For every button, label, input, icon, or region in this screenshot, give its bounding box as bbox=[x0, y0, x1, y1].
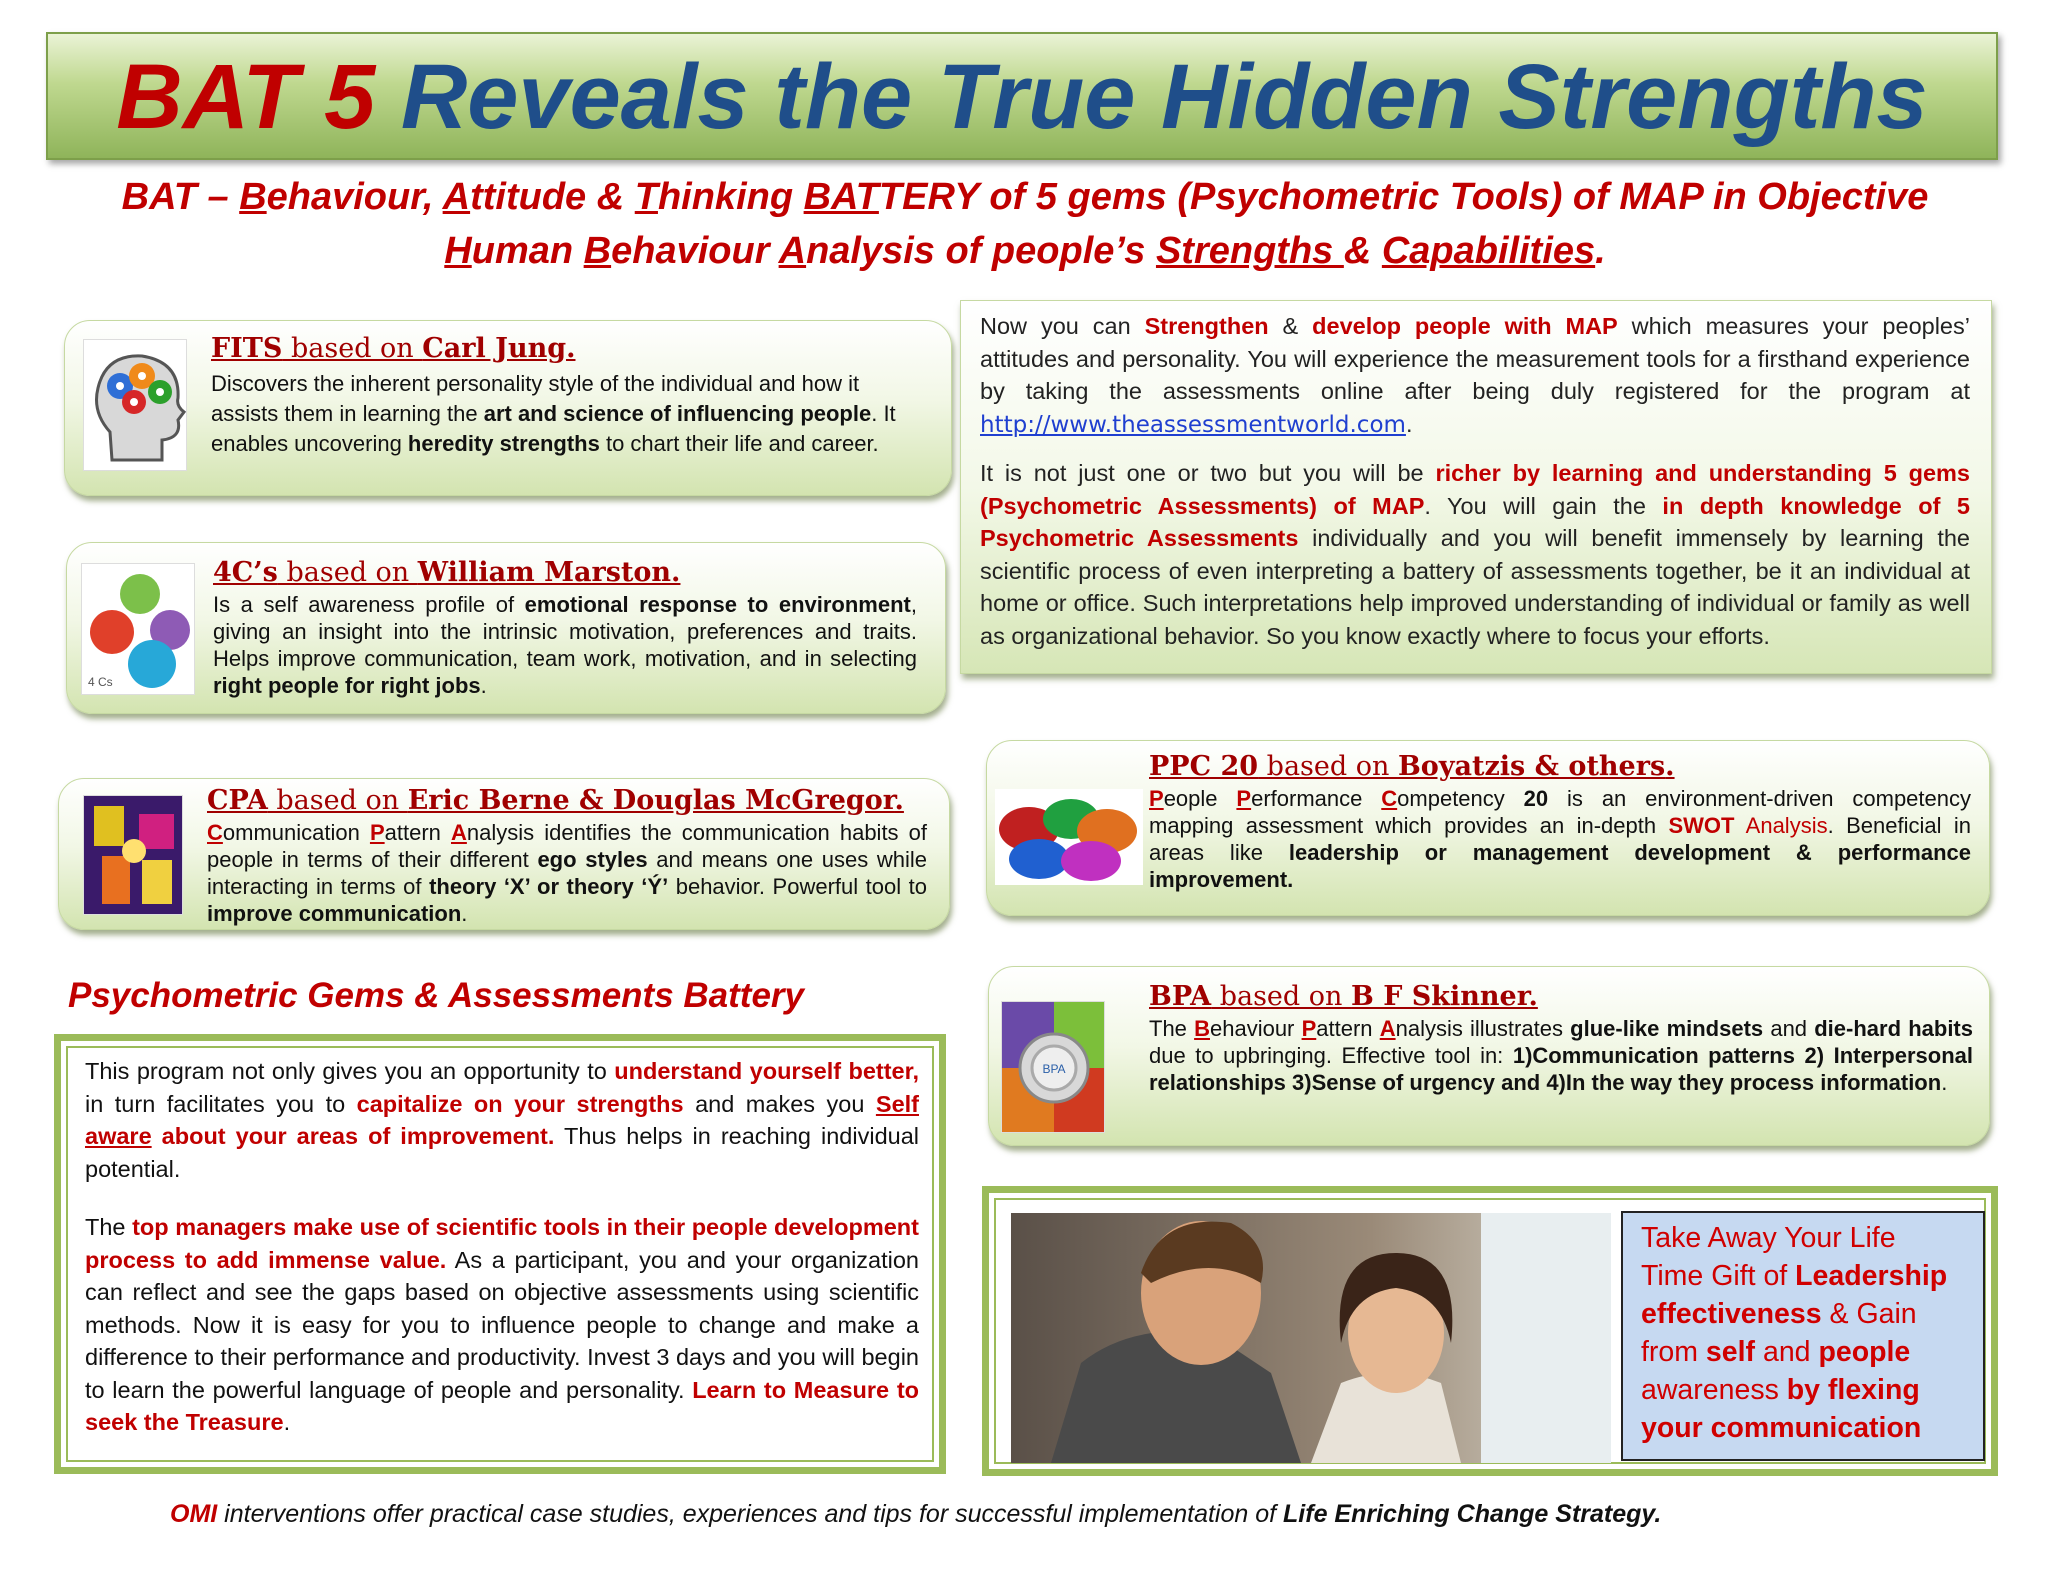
subtitle-text: ehaviour, bbox=[266, 176, 443, 218]
bpa-card bbox=[988, 966, 1990, 1146]
bpa-thumb-label: BPA bbox=[1042, 1062, 1066, 1076]
ppc-dot: . bbox=[1665, 751, 1675, 782]
intro-text-run: which measures your peoples’ attitudes and personality. You will experience the measurement tools for a firsthand experience by taking the assessments online after being duly registered for the program at bbox=[980, 313, 1970, 404]
bpa-bold: 1)Communication patterns 2) Interpersonal relationships 3)Sense of urgency and 4)In the way they process information bbox=[1149, 1043, 1973, 1095]
subtitle bbox=[60, 170, 1990, 278]
four-cs-name: 4C’s bbox=[213, 557, 278, 588]
bpa-text: The bbox=[1149, 1016, 1195, 1041]
battery-text-run: in turn facilitates you to bbox=[85, 1090, 357, 1117]
subtitle-text: ehaviour bbox=[611, 230, 779, 272]
cpa-title bbox=[207, 785, 904, 817]
cpa-text: behavior. Powerful tool to bbox=[668, 874, 927, 899]
cpa-based-on: based on bbox=[267, 785, 408, 816]
intro-text-run: & bbox=[1268, 313, 1313, 339]
fits-name: FITS bbox=[211, 333, 283, 364]
battery-red-run: Learn to Measure to seek the Treasure bbox=[85, 1376, 920, 1435]
subtitle-text: ttitude & bbox=[470, 176, 635, 218]
bpa-bold: die-hard habits bbox=[1814, 1016, 1973, 1041]
four-cs-author: William Marston. bbox=[417, 557, 681, 588]
intro-red-run: in depth knowledge of 5 Psychometric Assessments bbox=[980, 492, 1970, 551]
subtitle-letter: B bbox=[239, 176, 267, 218]
ppc-analysis: Analysis bbox=[1734, 813, 1828, 838]
four-cs-text: Is a self awareness profile of bbox=[213, 592, 525, 617]
fits-text: Discovers the inherent personality style of the individual and how it assists them in learning the bbox=[211, 371, 860, 426]
ppc-title bbox=[1149, 751, 1675, 783]
battery-text-run: and makes you bbox=[683, 1090, 876, 1117]
fits-author: Carl Jung. bbox=[422, 333, 576, 364]
subtitle-letter: T bbox=[634, 176, 658, 218]
battery-paragraph-2 bbox=[85, 1211, 919, 1439]
photo-box bbox=[982, 1186, 1998, 1476]
ppc-description bbox=[1149, 785, 1971, 893]
subtitle-text: BAT – bbox=[121, 176, 240, 218]
subtitle-text: . bbox=[1595, 230, 1606, 272]
intro-red-run: richer by learning and understanding 5 gems (Psychometric Assessments) of MAP bbox=[980, 460, 1970, 519]
intro-red-run: develop people with MAP bbox=[1312, 313, 1618, 339]
callout-text: & Gain from bbox=[1641, 1298, 1917, 1368]
ppc-text: ompetency bbox=[1397, 786, 1524, 811]
bpa-bold: glue-like mindsets bbox=[1570, 1016, 1764, 1041]
callout-text: Take Away Your Life Time Gift of bbox=[1641, 1222, 1896, 1292]
ppc-letter: P bbox=[1149, 786, 1164, 811]
title-banner bbox=[46, 32, 1998, 160]
cpa-letter: P bbox=[369, 820, 385, 845]
fits-card bbox=[64, 320, 952, 496]
four-cs-card bbox=[66, 542, 946, 714]
title-bat5: BAT 5 bbox=[116, 46, 376, 148]
footer-bold: Life Enriching Change Strategy. bbox=[1283, 1500, 1662, 1528]
cpa-card bbox=[58, 778, 950, 930]
intro-paragraph-2 bbox=[980, 457, 1970, 652]
subtitle-letter: BAT bbox=[803, 176, 879, 218]
four-cs-text: . bbox=[480, 673, 487, 698]
ppc-text: is an environment-driven competency mapping assessment which provides an in-depth bbox=[1149, 786, 1971, 838]
subtitle-text: nalysis of people’s bbox=[806, 230, 1156, 272]
assessment-world-link[interactable]: http://www.theassessmentworld.com bbox=[980, 411, 1406, 438]
battery-text-run: . bbox=[283, 1409, 291, 1435]
cpa-text: . bbox=[461, 901, 468, 926]
bpa-target-image bbox=[1001, 1001, 1105, 1133]
fits-text: to chart their life and career. bbox=[599, 431, 879, 456]
intro-text-run: It is not just one or two but you will be bbox=[980, 460, 1436, 486]
battery-red-run: about your areas of improvement. bbox=[151, 1123, 555, 1149]
ppc-text: . Beneficial in areas like bbox=[1149, 813, 1971, 865]
battery-box bbox=[54, 1034, 946, 1474]
bpa-text: nalysis illustrates bbox=[1395, 1016, 1571, 1041]
ppc-swot: SWOT bbox=[1668, 813, 1735, 838]
cpa-letter: C bbox=[207, 820, 223, 845]
fits-bold: heredity strengths bbox=[407, 431, 600, 456]
four-cs-thumb-label: 4 Cs bbox=[88, 675, 113, 689]
battery-text bbox=[85, 1055, 919, 1439]
bpa-name: BPA bbox=[1149, 981, 1212, 1012]
intro-text bbox=[980, 310, 1970, 662]
cpa-bold: ego styles bbox=[537, 847, 648, 872]
subtitle-text: TERY of 5 gems (Psychometric Tools) of MAP in Objective bbox=[878, 176, 1929, 218]
subtitle-letter: B bbox=[583, 230, 612, 272]
ppc-text: erformance bbox=[1251, 786, 1382, 811]
cpa-bold: theory ‘X’ or theory ‘Ý’ bbox=[429, 874, 669, 899]
fits-head-gears-image bbox=[83, 339, 187, 471]
business-people-photo bbox=[1011, 1213, 1611, 1463]
intro-text-run: . You will gain the bbox=[1424, 492, 1663, 519]
callout-bold: self bbox=[1705, 1336, 1756, 1368]
four-cs-description bbox=[213, 591, 917, 699]
battery-text-run: This program not only gives you an opportunity to bbox=[85, 1058, 615, 1084]
bpa-text: . bbox=[1941, 1070, 1948, 1095]
cpa-text: attern bbox=[384, 820, 451, 845]
bpa-text: due to upbringing. Effective tool in: bbox=[1149, 1043, 1513, 1068]
intro-paragraph-1 bbox=[980, 310, 1970, 441]
battery-red-run: top managers make use of scientific tools in their people development process to add immense value. bbox=[85, 1214, 919, 1273]
callout-bold: by flexing your communication bbox=[1641, 1374, 1922, 1444]
cpa-text: nalysis identifies the communication habits of people in terms of their different bbox=[207, 820, 927, 872]
ppc-based-on: based on bbox=[1258, 751, 1398, 782]
ppc-bold: 20 bbox=[1523, 786, 1549, 811]
bpa-title bbox=[1149, 981, 1538, 1013]
battery-self-aware: Self aware bbox=[85, 1090, 919, 1149]
intro-red-run: Strengthen bbox=[1144, 313, 1269, 339]
bpa-letter: P bbox=[1301, 1016, 1317, 1041]
ppc-letter: P bbox=[1236, 786, 1252, 811]
intro-text-run: Now you can bbox=[980, 313, 1145, 339]
four-cs-gears-image bbox=[81, 563, 195, 695]
ppc-puzzle-image bbox=[995, 789, 1143, 885]
subtitle-letter: A bbox=[442, 176, 471, 218]
bpa-author: B F Skinner. bbox=[1351, 981, 1538, 1012]
four-cs-based-on: based on bbox=[277, 557, 418, 588]
ppc-text: eople bbox=[1163, 786, 1237, 811]
cpa-text: and means one uses while interacting in terms of bbox=[207, 847, 927, 899]
battery-red-run: understand yourself better, bbox=[614, 1058, 920, 1084]
subtitle-letter: H bbox=[444, 230, 472, 272]
bpa-letter: B bbox=[1194, 1016, 1210, 1041]
four-cs-bold: emotional response to environment bbox=[524, 592, 911, 617]
subtitle-text: uman bbox=[471, 230, 584, 272]
cpa-image bbox=[83, 795, 183, 915]
four-cs-title bbox=[213, 557, 680, 589]
bpa-letter: A bbox=[1379, 1016, 1396, 1041]
intro-text-run: . bbox=[1405, 410, 1413, 437]
fits-based-on: based on bbox=[282, 333, 423, 364]
callout-box bbox=[1621, 1211, 1985, 1461]
cpa-name: CPA bbox=[207, 785, 268, 816]
battery-text-run: As a participant, you and your organization can reflect and see the gaps based on objective assessments using scientific methods. Now it is easy for you to influence people to change and make a difference to their performance and productivity. Invest 3 days and you will begin to learn the powerful language of people and personality. bbox=[85, 1246, 920, 1403]
battery-text-run: Thus helps in reaching individual potential. bbox=[85, 1123, 919, 1182]
fits-bold: art and science of influencing people bbox=[483, 401, 872, 426]
battery-text-run: The bbox=[85, 1214, 133, 1240]
fits-description bbox=[211, 369, 927, 459]
subtitle-text: & bbox=[1343, 230, 1382, 272]
four-cs-text: , giving an insight into the intrinsic motivation, preferences and traits. Helps improve communication, team work, motivation, and in selecting bbox=[213, 592, 917, 671]
bpa-text: and bbox=[1763, 1016, 1815, 1041]
ppc-author: Boyatzis & others bbox=[1397, 751, 1666, 782]
subtitle-strengths: Strengths bbox=[1155, 230, 1344, 272]
cpa-bold: improve communication bbox=[207, 901, 462, 926]
callout-bold: Leadership effectiveness bbox=[1641, 1260, 1948, 1330]
ppc-card bbox=[986, 740, 1990, 916]
callout-text: and bbox=[1755, 1336, 1819, 1368]
footer-omi: OMI bbox=[170, 1500, 218, 1528]
fits-title bbox=[211, 333, 575, 365]
fits-text: . It enables uncovering bbox=[211, 401, 896, 456]
callout-bold: people bbox=[1818, 1336, 1911, 1368]
subtitle-capabilities: Capabilities bbox=[1381, 230, 1596, 272]
four-cs-bold: right people for right jobs bbox=[213, 673, 481, 698]
intro-text-run: individually and you will benefit immensely by learning the scientific process of even interpreting a battery of assessments together, be it an individual at home or office. Such interpretations help improved understanding of individual or family as well as organizational behavior. So you know exactly where to focus your efforts. bbox=[980, 525, 1970, 649]
bpa-description bbox=[1149, 1015, 1973, 1096]
bpa-text: attern bbox=[1316, 1016, 1380, 1041]
battery-heading: Psychometric Gems & Assessments Battery bbox=[68, 976, 804, 1015]
ppc-name: PPC 20 bbox=[1149, 751, 1259, 782]
battery-red-run: capitalize on your strengths bbox=[356, 1090, 684, 1117]
cpa-description bbox=[207, 819, 927, 927]
bpa-based-on: based on bbox=[1211, 981, 1352, 1012]
callout-text: awareness bbox=[1641, 1374, 1787, 1406]
cpa-text: ommunication bbox=[222, 820, 370, 845]
title-rest: Reveals the True Hidden Strengths bbox=[400, 46, 1928, 148]
subtitle-letter: A bbox=[778, 230, 807, 272]
cpa-dot: . bbox=[894, 785, 904, 816]
cpa-author: Eric Berne & Douglas McGregor bbox=[407, 785, 895, 816]
subtitle-text: hinking bbox=[657, 176, 804, 218]
bpa-text: ehaviour bbox=[1209, 1016, 1302, 1041]
ppc-bold: leadership or management development & performance improvement. bbox=[1149, 840, 1971, 892]
footer bbox=[170, 1500, 1661, 1529]
battery-paragraph-1 bbox=[85, 1055, 919, 1185]
footer-text: interventions offer practical case studies, experiences and tips for successful implementation of bbox=[217, 1500, 1284, 1528]
cpa-letter: A bbox=[450, 820, 467, 845]
ppc-letter: C bbox=[1381, 786, 1398, 811]
